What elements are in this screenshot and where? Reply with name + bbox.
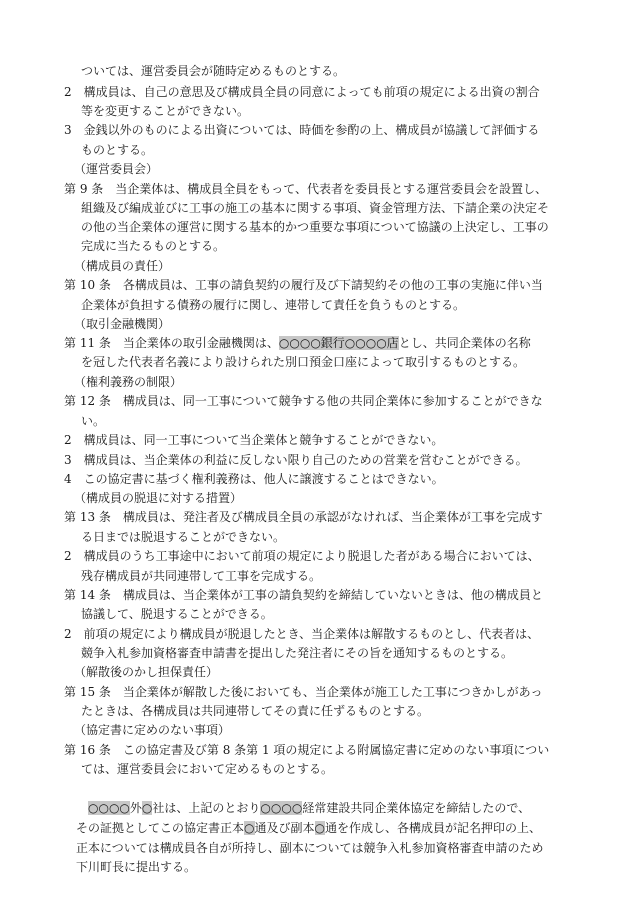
article16-line2: ては、運営委員会において定めるものとする。 — [81, 762, 334, 776]
article15-heading: （解散後のかし担保責任） — [74, 665, 219, 679]
article14-para2-line1: 2 前項の規定により構成員が脱退したとき、当企業体は解散するものとし、代表者は、 — [64, 627, 540, 641]
article12-para4: 4 この協定書に基づく権利義務は、他人に譲渡することはできない。 — [64, 472, 444, 486]
closing-line2-c: 通を作成し、各構成員が記名押印の上、 — [325, 821, 542, 835]
closing-line1 — [0, 798, 630, 818]
article12-para2: 2 構成員は、同一工事について当企業体と競争することができない。 — [64, 433, 444, 447]
company-count-placeholder: ○ — [141, 801, 153, 815]
article10-heading: （構成員の責任） — [74, 259, 171, 273]
article16-line1: 第 16 条 この協定書及び第 8 条第 1 項の規定による附属協定書に定めのない事項につい — [64, 743, 550, 757]
article12-heading: （権利義務の制限） — [74, 375, 183, 389]
article9-line2: 組織及び編成並びに工事の施工の基本に関する事項、資金管理方法、下請企業の決定そ — [81, 201, 550, 215]
bank-name-placeholder: ○○○○銀行○○○○店 — [278, 336, 399, 350]
article14-line2: 協議して、脱退することができる。 — [81, 607, 273, 621]
closing-line2-b: 通及び副本 — [254, 821, 315, 835]
article15-line1: 第 15 条 当企業体が解散した後においても、当企業体が施工した工事につきかしがあっ — [64, 685, 543, 699]
jv-name-placeholder: ○○○○ — [260, 801, 303, 815]
closing-text-3: 経常建設共同企業体協定を締結したので、 — [302, 801, 531, 815]
closing-line3: 正本については構成員各自が所持し、副本については競争入札参加資格審査申請のため — [76, 841, 544, 855]
article12-line2: い。 — [81, 414, 106, 428]
article13-para2-line1: 2 構成員のうち工事途中において前項の規定により脱退した者がある場合においては、 — [64, 549, 540, 563]
article8-cont-line1: ついては、運営委員会が随時定めるものとする。 — [81, 64, 346, 78]
article14-line1: 第 14 条 構成員は、当企業体が工事の請負契約を締結していないときは、他の構成員と — [64, 588, 543, 602]
original-count-placeholder: ○ — [244, 821, 255, 835]
article10-line2: 企業体が負担する債務の履行に関し、連帯して責任を負うものとする。 — [81, 298, 466, 312]
closing-indent — [76, 801, 88, 815]
article16-heading: （協定書に定めのない事項） — [74, 723, 231, 737]
article8-para3-line2: ものとする。 — [81, 143, 154, 157]
article12-para3: 3 構成員は、当企業体の利益に反しない限り自己のための営業を営むことができる。 — [64, 453, 528, 467]
article11-line1 — [0, 333, 630, 353]
closing-text-2: 社は、上記のとおり — [152, 801, 261, 815]
article11-line1-text-end: とし、共同企業体の名称 — [398, 336, 531, 350]
article8-para3-line1: 3 金銭以外のものによる出資については、時価を参酌の上、構成員が協議して評価する — [64, 123, 540, 137]
closing-line2 — [0, 818, 630, 838]
article8-para2-line2: 等を変更することができない。 — [81, 104, 250, 118]
article11-line1-text: 第 11 条 当企業体の取引金融機関は、 — [64, 336, 279, 350]
article8-para2-line1: 2 構成員は、自己の意思及び構成員全員の同意によっても前項の規定による出資の割合 — [64, 85, 540, 99]
article11-line2: を冠した代表者名義により設けられた別口預金口座によって取引するものとする。 — [81, 355, 526, 369]
article13-line1: 第 13 条 構成員は、発注者及び構成員全員の承認がなければ、当企業体が工事を完成す — [64, 510, 543, 524]
article15-line2: たときは、各構成員は共同連帯してその責に任ずるものとする。 — [81, 704, 430, 718]
article9-line3: の他の当企業体の運営に関する基本的かつ重要な事項について協議の上決定し、工事の — [81, 220, 549, 234]
article9-heading: （運営委員会） — [74, 162, 159, 176]
article14-para2-line2: 競争入札参加資格審査申請書を提出した発注者にその旨を通知するものとする。 — [81, 646, 514, 660]
article12-line1: 第 12 条 構成員は、同一工事について競争する他の共同企業体に参加することができな — [64, 394, 543, 408]
article9-line4: 完成に当たるものとする。 — [81, 239, 226, 253]
closing-text-1: 外 — [129, 801, 142, 815]
article13-line2: る日までは脱退することができない。 — [81, 530, 286, 544]
article9-line1: 第 9 条 当企業体は、構成員全員をもって、代表者を委員長とする運営委員会を設置し、 — [64, 182, 548, 196]
article13-para2-line2: 残存構成員が共同連帯して工事を完成する。 — [81, 569, 322, 583]
copy-count-placeholder: ○ — [314, 821, 325, 835]
company-placeholder: ○○○○ — [88, 801, 130, 815]
article11-heading: （取引金融機関） — [74, 317, 171, 331]
closing-line4: 下川町長に提出する。 — [76, 860, 197, 874]
closing-line2-a: その証拠としてこの協定書正本 — [76, 821, 245, 835]
article13-heading: （構成員の脱退に対する措置） — [74, 491, 243, 505]
article10-line1: 第 10 条 各構成員は、工事の請負契約の履行及び下請契約その他の工事の実施に伴い当 — [64, 278, 543, 292]
